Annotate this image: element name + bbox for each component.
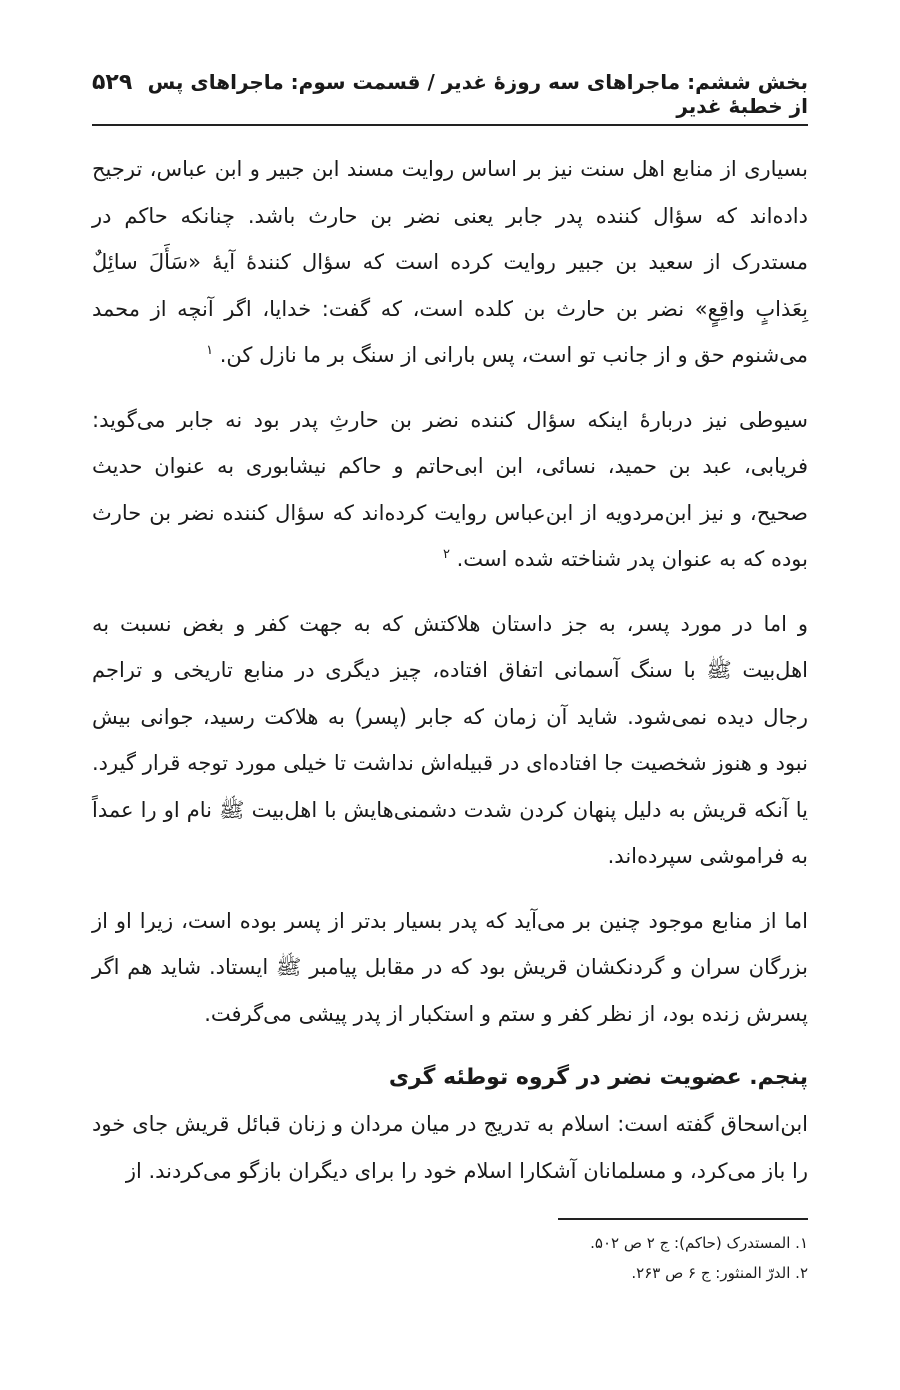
paragraph [92,397,808,583]
footnote-ref[interactable]: ۱ [206,343,214,358]
section-heading: پنجم. عضویت نضر در گروه توطئه گری [388,1065,808,1090]
page-number: ۵۲۹ [92,70,133,95]
paragraph [92,898,808,1038]
paragraph [92,146,808,379]
paragraph-text: و اما در مورد پسر، به جز داستان هلاکتش که به جهت کفر و بغض نسبت به اهل‌بیت ﷺ با سنگ آسمانی اتفاق افتاده، چیز دیگری در منابع تاریخی و تراجم رجال دیده نمی‌شود. شاید آن زمان که جابر (پسر) به هلاکت رسید، جوانی بیش نبود و هنوز شخصیت جا افتاده‌ای در قبیله‌اش نداشت تا خیلی مورد توجه قرار گیرد. یا آنکه قریش به دلیل پنهان کردن شدت دشمنی‌هایش با اهل‌بیت ﷺ نام او را عمداً به فراموشی سپرده‌اند. [92,611,808,868]
running-header [92,70,808,126]
footnote-divider [558,1218,808,1220]
paragraph-text: اما از منابع موجود چنین بر می‌آید که پدر بسیار بدتر از پسر بوده است، زیرا او از بزرگان سران و گردنکشان قریش بود که در مقابل پیامبر ﷺ ایستاد. شاید هم اگر پسرش زنده بود، از نظر کفر و ستم و استکبار از پدر پیشی می‌گرفت. [92,908,808,1026]
page-body [92,146,808,1212]
paragraph-text: بسیاری از منابع اهل سنت نیز بر اساس روایت مسند ابن جبیر و ابن عباس، ترجیح داده‌اند که سؤال کننده پدر جابر یعنی نضر بن حارث باشد. چنانکه حاکم در مستدرک از سعید بن جبیر روایت کرده است که سؤال کنندهٔ آیهٔ «سَأَلَ سائِلٌ بِعَذابٍ واقِعٍ» نضر بن حارث بن کلده است، که گفت: خدایا، اگر آنچه از محمد می‌شنوم حق و از جانب تو است، پس بارانی از سنگ بر ما نازل کن. [92,157,808,367]
header-title: بخش ششم: ماجراهای سه روزهٔ غدیر / قسمت سوم: ماجراهای پس از خطبهٔ غدیر [147,70,808,118]
footnote-1: ۱. المستدرک (حاکم): ج ۲ ص ۵۰۲. [590,1234,808,1252]
section-paragraph: ابن‌اسحاق گفته است: اسلام به تدریج در میان مردان و زنان قبائل قریش جای خود را باز می‌کرد، و مسلمانان آشکارا اسلام خود را برای دیگران بازگو می‌کردند. از [92,1112,808,1183]
footnote-2: ۲. الدرّ المنثور: ج ۶ ص ۲۶۳. [631,1264,808,1282]
footnote-ref[interactable]: ۲ [442,547,450,562]
paragraph-text: سیوطی نیز دربارهٔ اینکه سؤال کننده نضر بن حارثِ پدر بود نه جابر می‌گوید: فریابی، عبد بن حمید، نسائی، ابن ابی‌حاتم و حاکم نیشابوری به عنوان حدیث صحیح، و نیز ابن‌مردویه از ابن‌عباس روایت کرده‌اند که سؤال کننده نضر بن حارث بوده که به عنوان پدر شناخته شده است. [92,407,808,571]
paragraph [92,601,808,880]
footnotes [92,1218,808,1288]
